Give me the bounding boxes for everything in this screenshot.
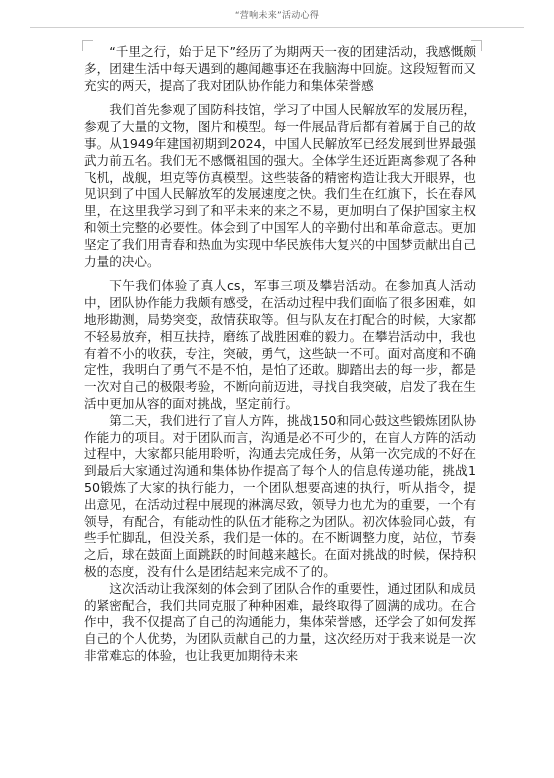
paragraph-museum: 我们首先参观了国防科技馆，学习了中国人民解放军的发展历程，参观了大量的文物，图片和模型。每一件展品背后都有着属于自己的故事。从1949年建国初期到2024，中国人民解放军已经发展到世界最强武力前五名。我们无不感慨祖国的强大。全体学生还近距离参观了各种飞机，战舰，坦克等仿真模型。这些装备的精密构造让我大开眼界，也见识到了中国人民解放军的发展速度之快。我们生在红旗下，长在春风里，在这里我学习到了和平未来的来之不易，更加明白了保护国家主权和领土完整的必要性。体会到了中国军人的辛勤付出和革命意志。更加坚定了我们用青春和热血为实现中华民族伟大复兴的中国梦贡献出自己力量的决心。: [84, 102, 476, 269]
paragraph-afternoon-activities: 下午我们体验了真人cs，军事三项及攀岩活动。在参加真人活动中，团队协作能力我颇有感受，在活动过程中我们面临了很多困难，如地形勘测，局势突变，敌情获取等。但与队友在打配合的时候，大家都不轻易放弃，相互扶持，磨练了战胜困难的毅力。在攀岩活动中，我也有着不小的收获，专注，突破，勇气，这些缺一不可。面对高度和不确定性，我明白了勇气不是不怕，是怕了还敢。脚踏出去的每一步，都是一次对自己的极限考验，不断向前迈进，寻找自我突破，启发了我在生活中更加从容的面对挑战，坚定前行。: [84, 278, 476, 411]
paragraph-conclusion: 这次活动让我深刻的体会到了团队合作的重要性，通过团队和成员的紧密配合，我们共同克服了种种困难，最终取得了圆满的成功。在合作中，我不仅提高了自己的沟通能力，集体荣誉感，还学会了如何发挥自己的个人优势，为团队贡献自己的力量，这次经历对于我来说是一次非常难忘的体验，也让我更加期待未来: [84, 580, 476, 663]
header-divider: [30, 27, 524, 28]
paragraph-second-day: 第二天，我们进行了盲人方阵，挑战150和同心鼓这些锻炼团队协作能力的项目。对于团队而言，沟通是必不可少的，在盲人方阵的活动过程中，大家都只能用聆听，沟通去完成任务，从第一次完成的不好在到最后大家通过沟通和集体协作提高了每个人的信息传递功能，挑战150锻炼了大家的执行能力，一个团队想要高速的执行，听从指令，提出意见，在活动过程中展现的淋漓尽致，领导力也尤为的重要，一个有领导，有配合，有能动性的队伍才能称之为团队。初次体验同心鼓，有些手忙脚乱，但没关系，我们是一体的。在不断调整力度，站位，节奏之后，球在鼓面上面跳跃的时间越来越长。在面对挑战的时候，保持积极的态度，没有什么是团结起来完成不了的。: [84, 412, 476, 579]
document-body: [84, 44, 476, 665]
page-header: “营响未来”活动心得: [234, 11, 320, 21]
page-bottom-blank: [0, 720, 554, 778]
paragraph-intro: “千里之行，始于足下”经历了为期两天一夜的团建活动，我感慨颇多，团建生活中每天遇到的趣闻趣事还在我脑海中回旋。这段短暂而又充实的两天，提高了我对团队协作能力和集体荣誉感: [84, 44, 476, 93]
